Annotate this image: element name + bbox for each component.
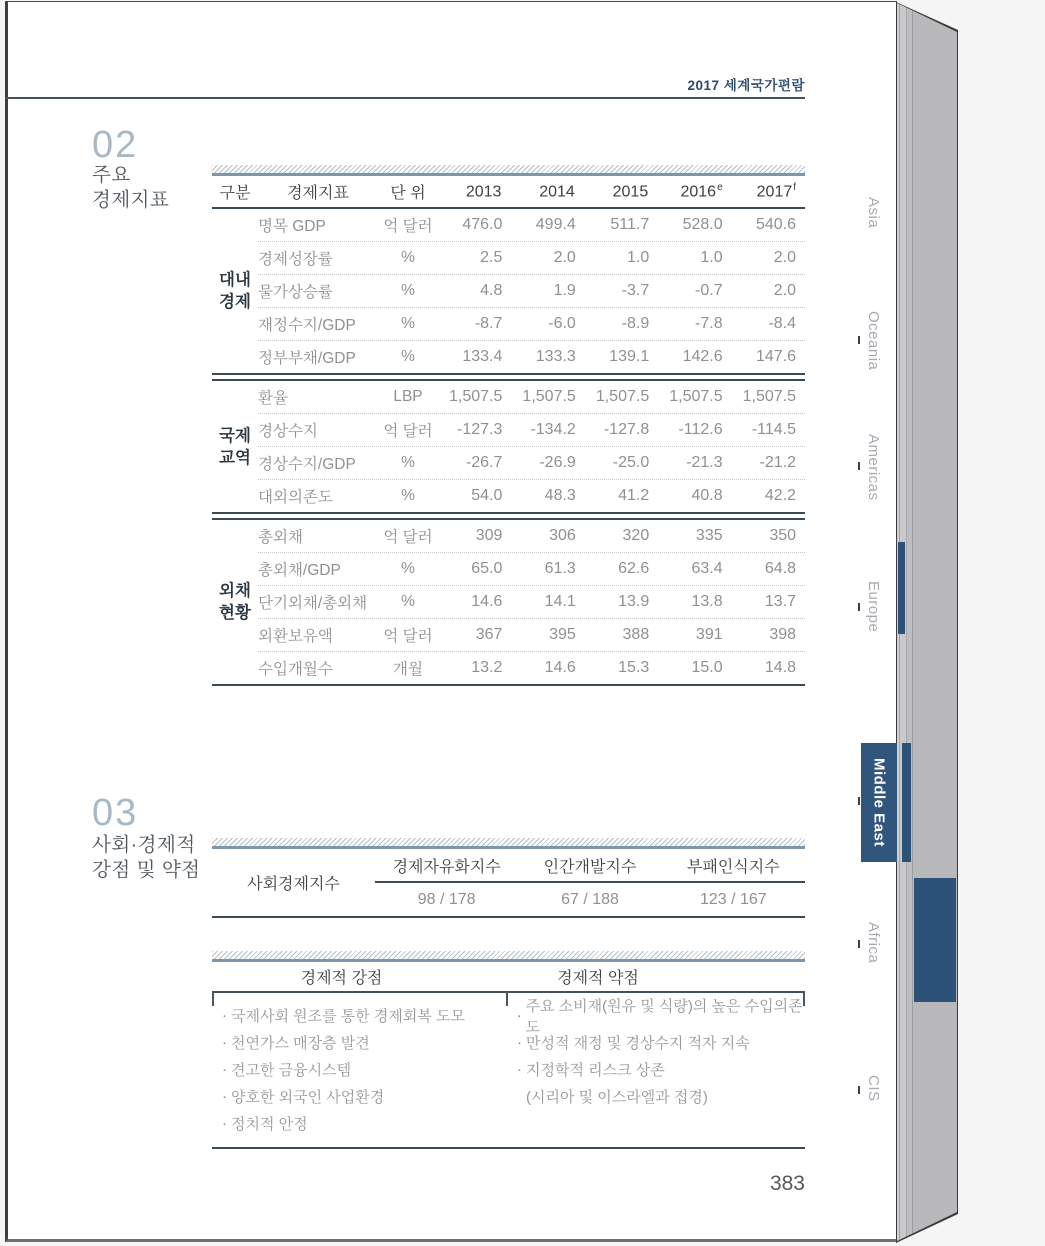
- table-row: 환율 LBP 1,507.5 1,507.5 1,507.5 1,507.5 1,507.5: [258, 388, 797, 407]
- list-item: · 천연가스 매장층 발견: [222, 1034, 370, 1052]
- strengths-weaknesses-table: [212, 951, 805, 1149]
- hatch-divider: [212, 165, 805, 176]
- table-row: 총외채/GDP % 65.0 61.3 62.6 63.4 64.8: [258, 552, 805, 585]
- table-header-row: [212, 176, 805, 209]
- col-header-year: 2015: [612, 183, 649, 201]
- group-label: 국제 교역: [219, 426, 251, 467]
- section-title-line: 사회·경제적: [92, 834, 196, 856]
- table-group-international-trade: [212, 379, 805, 514]
- group-label: 외채 현황: [219, 582, 251, 622]
- socioeconomic-index-table: [212, 838, 805, 918]
- list-item: · 견고한 금융시스템: [222, 1061, 352, 1079]
- index-col-header: 인간개발지수: [543, 858, 637, 876]
- strengths-list: [212, 1002, 507, 1137]
- hatch-divider: [212, 838, 805, 849]
- col-header-year: 2017$^f$: [756, 181, 797, 201]
- section-number-02: 02: [92, 124, 139, 166]
- table-row: 재정수지/GDP % -8.7 -6.0 -8.9 -7.8 -8.4: [258, 307, 805, 340]
- index-col-header: 부패인식지수: [686, 858, 780, 876]
- table-row: 물가상승률 % 4.8 1.9 -3.7 -0.7 2.0: [258, 274, 805, 307]
- table-row: 단기외채/총외채 % 14.6 14.1 13.9 13.8 13.7: [258, 585, 805, 618]
- tab-cis: CIS: [865, 1075, 882, 1102]
- index-header-row: [375, 849, 805, 883]
- col-header-unit: 단 위: [390, 185, 426, 202]
- economic-indicators-table: [212, 165, 805, 686]
- table-row: 경상수지/GDP % -26.7 -26.9 -25.0 -21.3 -21.2: [258, 446, 805, 479]
- tab-tick: [858, 462, 860, 470]
- list-item: · 국제사회 원조를 통한 경제회복 도모: [222, 1007, 466, 1025]
- tab-tick: [858, 603, 860, 611]
- list-item: · 만성적 재정 및 경상수지 적자 지속: [517, 1034, 750, 1052]
- table-row: 경상수지 억 달러 -127.3 -134.2 -127.8 -112.6 -114.5: [258, 413, 805, 446]
- table-tick: [506, 991, 508, 1006]
- weaknesses-header: 경제적 약점: [557, 970, 639, 987]
- book-title: 2017 세계국가편람: [687, 78, 805, 93]
- col-header-group: 구분: [219, 185, 251, 202]
- table-tick: [803, 991, 805, 1006]
- table-group-external-debt: [212, 518, 805, 686]
- index-value-row: [375, 883, 805, 916]
- index-col-header: 경제자유화지수: [392, 858, 501, 876]
- tab-tick: [858, 336, 860, 344]
- weaknesses-list: [507, 997, 805, 1137]
- section-title-line: 경제지표: [92, 189, 170, 211]
- tab-oceania: Oceania: [865, 311, 882, 371]
- section-number-03: 03: [92, 792, 139, 834]
- list-item: · 주요 소비재(원유 및 식량)의 높은 수입의존도: [516, 997, 803, 1036]
- sw-header-row: [212, 962, 805, 993]
- col-header-year: 2014: [539, 183, 575, 201]
- col-header-year: 2013: [465, 183, 502, 201]
- col-header-year: 2016e: [680, 181, 723, 201]
- tab-middle-east-active: Middle East: [861, 743, 897, 862]
- section-title-line: 주요: [92, 164, 131, 186]
- table-group-domestic-economy: [212, 209, 805, 375]
- list-item: · 양호한 외국인 사업환경: [222, 1088, 385, 1106]
- table-row: 경제성장률 % 2.5 2.0 1.0 1.0 2.0: [258, 241, 805, 274]
- edge-section-mark: [902, 743, 911, 862]
- tab-asia: Asia: [865, 197, 882, 229]
- edge-section-mark: [898, 542, 905, 634]
- strengths-header: 경제적 강점: [300, 970, 383, 987]
- tab-tick: [858, 1086, 860, 1094]
- table-row: 외환보유액 억 달러 367 395 388 391 398: [258, 618, 805, 651]
- group-label: 대내 경제: [219, 271, 251, 311]
- list-item: · 정치적 안정: [222, 1115, 308, 1133]
- tab-americas: Americas: [865, 434, 882, 501]
- section-title-02: [92, 163, 169, 213]
- section-title-03: [92, 833, 201, 883]
- table-tick: [212, 991, 214, 1006]
- index-value: 67 / 188: [561, 890, 619, 908]
- tab-tick: [858, 797, 860, 805]
- section-title-line: 강점 및 약점: [92, 859, 201, 881]
- tab-tick: [858, 940, 860, 948]
- hatch-divider: [212, 951, 805, 962]
- table-row: 대외의존도 % 54.0 48.3 41.2 40.8 42.2: [258, 479, 805, 512]
- index-value: 98 / 178: [417, 890, 476, 908]
- tab-europe: Europe: [865, 581, 882, 633]
- page-number: 383: [769, 1172, 805, 1195]
- tab-africa: Africa: [865, 922, 882, 964]
- col-header-indicator: 경제지표: [287, 185, 349, 202]
- table-row: 정부부채/GDP % 133.4 133.3 139.1 142.6 147.6: [258, 340, 805, 373]
- table-row: 총외채 억 달러 309 306 320 335 350: [258, 527, 797, 546]
- index-row-header: 사회경제지수: [247, 876, 340, 893]
- list-item: · 지정학적 리스크 상존: [517, 1061, 665, 1079]
- edge-section-mark: [914, 878, 956, 1002]
- header-rule: [6, 97, 805, 99]
- table-row: 명목 GDP 억 달러 476.0 499.4 511.7 528.0 540.6: [258, 216, 797, 235]
- list-item: (시리아 및 이스라엘과 접경): [526, 1089, 708, 1106]
- table-row: 수입개월수 개월 13.2 14.6 15.3 15.0 14.8: [258, 651, 805, 684]
- book-edge-pages: [897, 0, 957, 1246]
- index-value: 123 / 167: [699, 890, 767, 908]
